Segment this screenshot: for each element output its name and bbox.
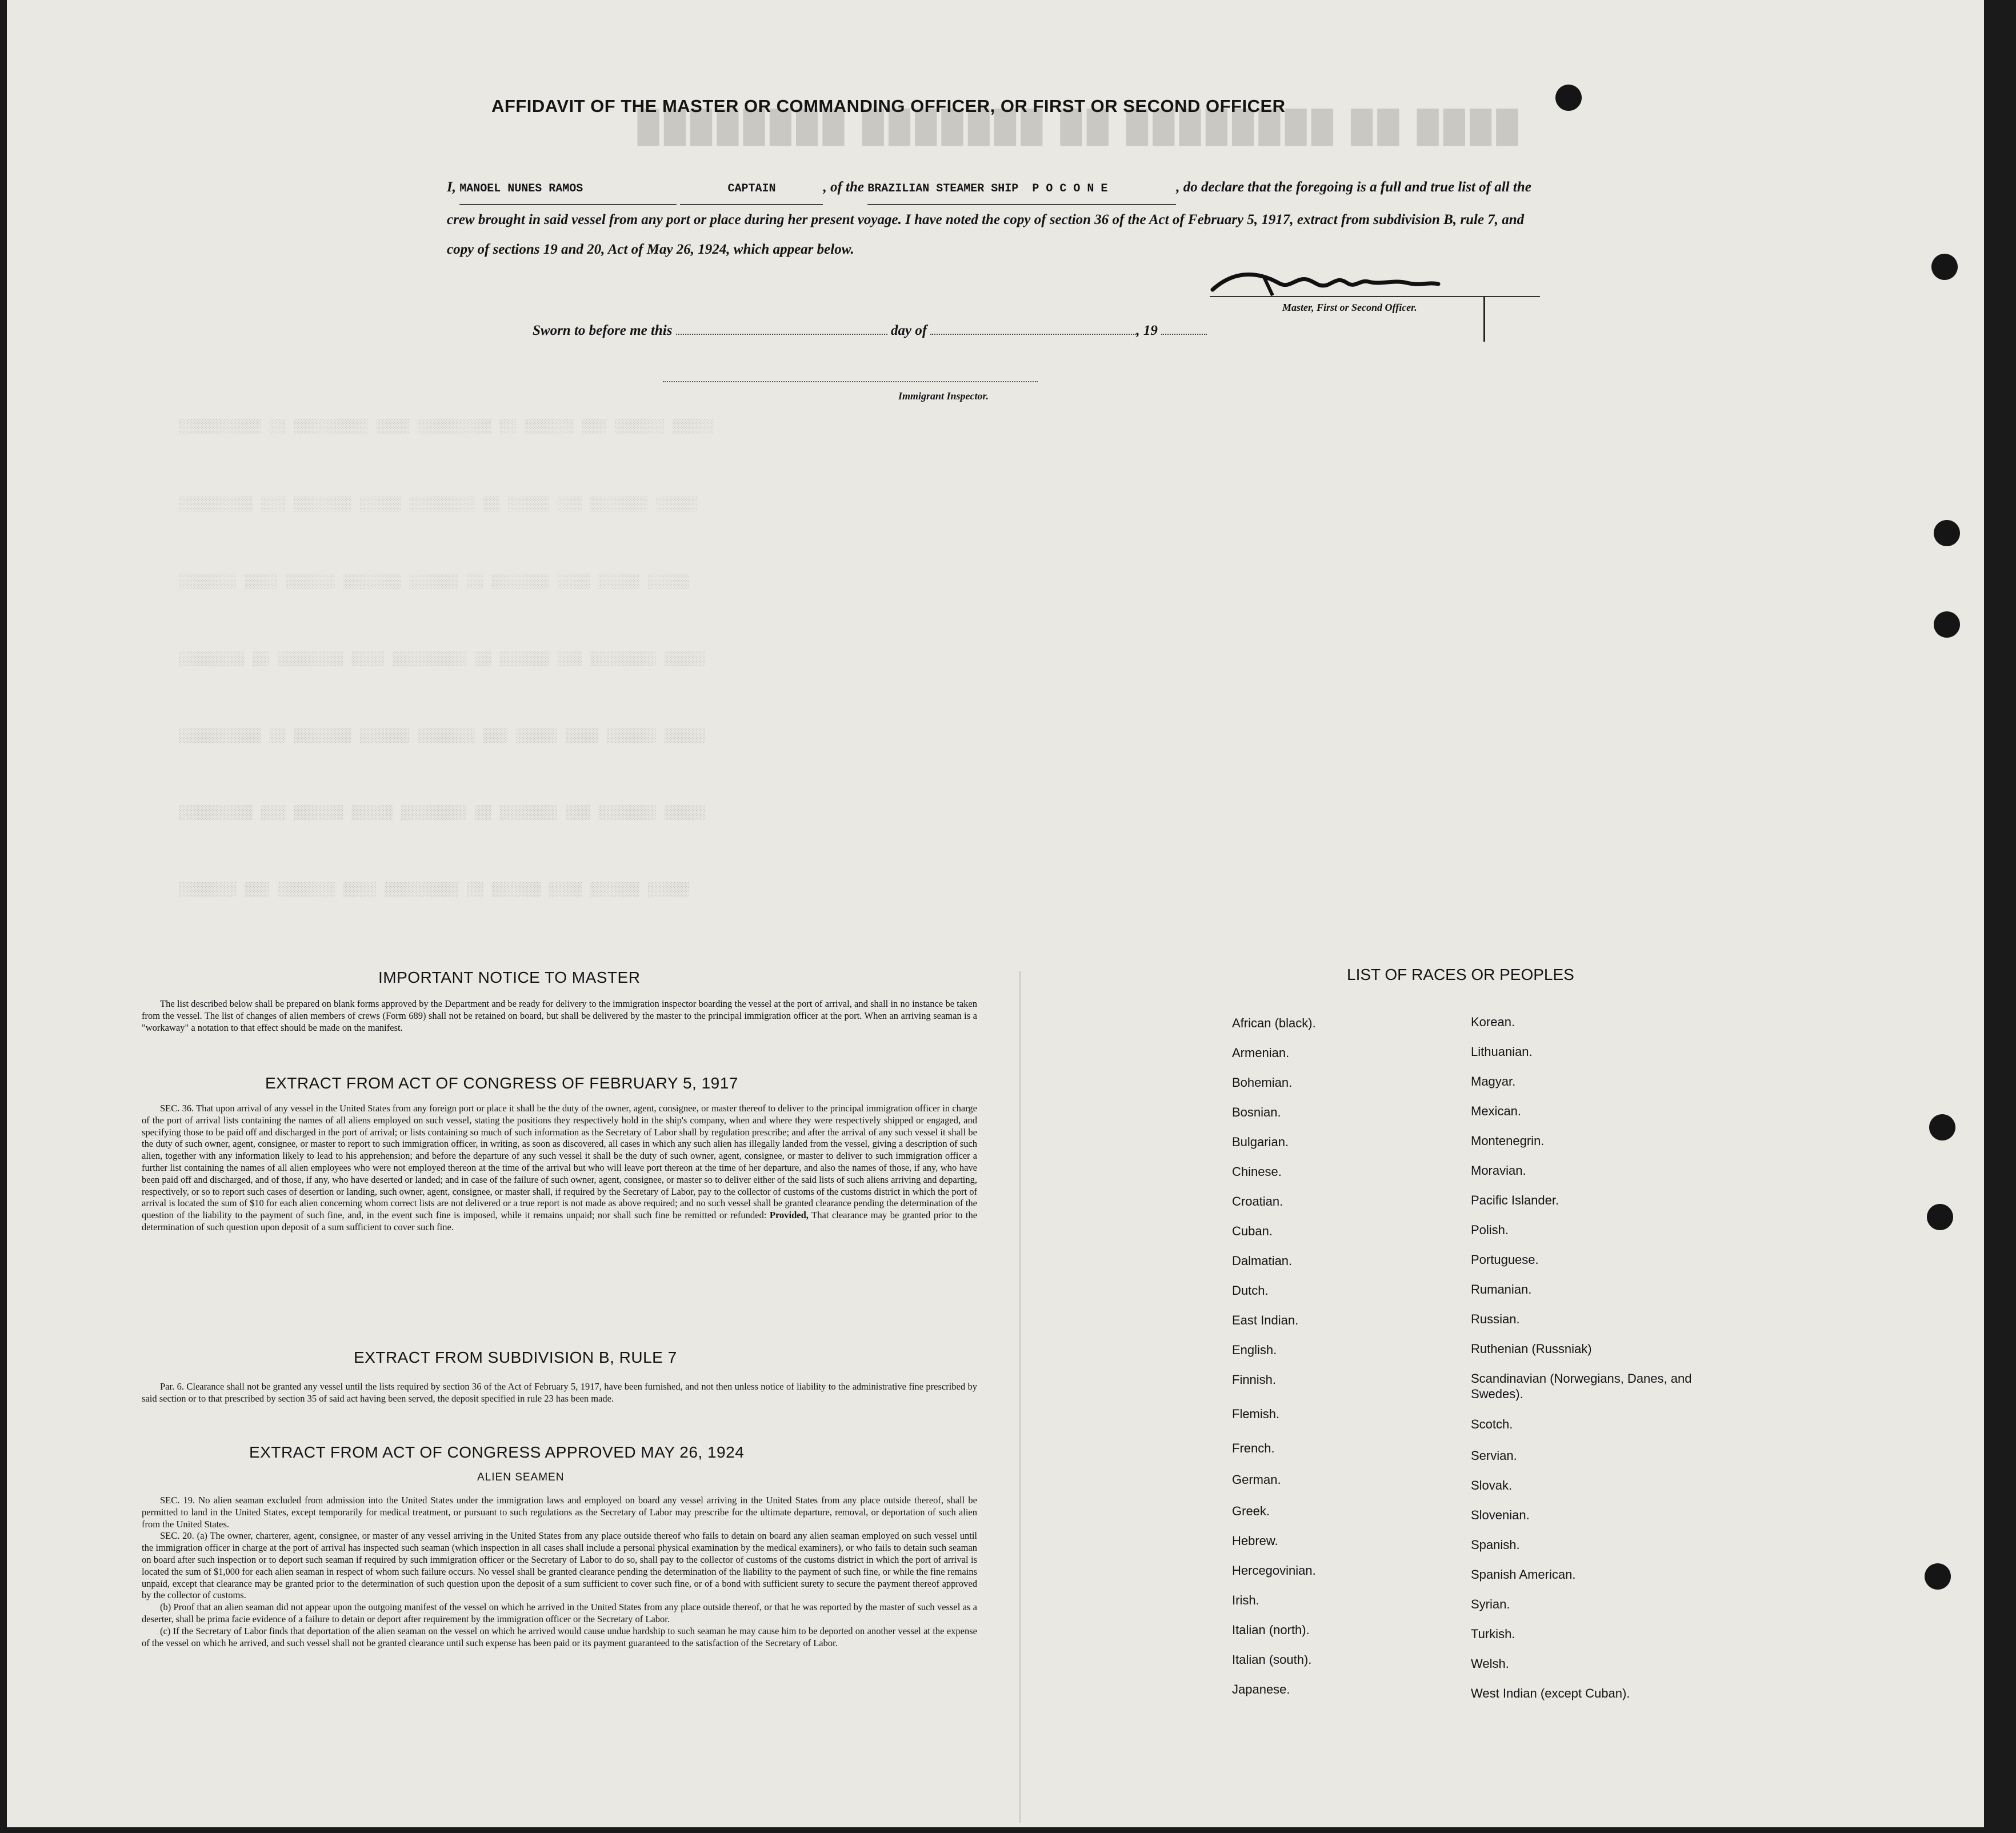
bleed-through-line: ░░░░░ ░░░░░░ ░░░ ░░░░░░ ░░ ░░░░░░░░░ ░░░░ ░░░░░░░░░ ░░ ░░░░░░░░░░ bbox=[178, 420, 714, 435]
race-item: Lithuanian. bbox=[1471, 1044, 1533, 1059]
race-item: Italian (south). bbox=[1232, 1652, 1312, 1667]
affidavit-declaration bbox=[447, 173, 1544, 265]
punch-hole bbox=[1934, 611, 1960, 638]
bleed-through-line: ░░░░░ ░░░░░░ ░░░░ ░░░░░ ░░░ ░░░░░░░ ░░░░░░ ░░░░░░░ ░░ ░░░░░░░░░░ bbox=[178, 729, 705, 744]
sworn-line bbox=[533, 323, 1207, 339]
extract-1924-title: EXTRACT FROM ACT OF CONGRESS APPROVED MAY 26, 1924 bbox=[249, 1443, 745, 1461]
document-page bbox=[7, 0, 1984, 1827]
race-item: Servian. bbox=[1471, 1448, 1517, 1463]
race-item: Moravian. bbox=[1471, 1163, 1526, 1178]
race-item: Syrian. bbox=[1471, 1597, 1510, 1611]
race-item: Portuguese. bbox=[1471, 1252, 1539, 1267]
race-item: Hercegovinian. bbox=[1232, 1563, 1316, 1578]
race-item: African (black). bbox=[1232, 1016, 1316, 1030]
race-item: East Indian. bbox=[1232, 1313, 1299, 1327]
races-title: LIST OF RACES OR PEOPLES bbox=[1347, 966, 1574, 983]
page-fold-line bbox=[1019, 971, 1021, 1823]
race-item: Slovenian. bbox=[1471, 1508, 1530, 1522]
race-item: Cuban. bbox=[1232, 1224, 1273, 1238]
sec36-text: SEC. 36. That upon arrival of any vessel in the United States from any foreign port or place it shall be the duty of the owner, agent, consignee, or master thereof to deliver to the principal immigration officer in charge of the port of arrival lists containing the names of all aliens employed on such vessel, stating the positions they respectively hold in the ship's company, when and where they were respectively shipped or engaged, and specifying those to be paid off and discharged in the port of arrival; or lists containing so much of such information as the Secretary of Labor shall by regulation prescribe; and after the arrival of any such vessel it shall be the duty of such owner, agent, consignee, or master to report to such immigration officer, in writing, as soon as discovered, all cases in which any such alien has illegally landed from the vessel, giving a description of such alien, together with any information likely to lead to his apprehension; and before the departure of any such vessel it shall be the duty of such owner, agent, consignee, or master to deliver to such immigration officer a further list containing the names of all alien employees who were not employed thereon at the time of the arrival but who will leave port thereon at the time of her departure, and also the names of those, if any, who have been paid off and discharged, and of those, if any, who have deserted or landed; and in case of the failure of such owner, agent, consignee, or master so to deliver either of the said lists of such aliens arriving and departing, respectively, or so to report such cases of desertion or landing, such owner, agent, consignee, or master shall, if required by the Secretary of Labor, pay to the collector of customs of the customs district in which the port of arrival is located the sum of $10 for each alien concerning whom correct lists are not delivered or a true report is not made as above required; and no such vessel shall be granted clearance pending the determination of the question of the liability to the payment of such fine, and, in the event such fine is imposed, while it remains unpaid; nor shall such fine be remitted or refunded: bbox=[142, 1103, 977, 1221]
bleed-through-line: ░░░░░ ░░░░░░░ ░░░ ░░░░░ ░░ ░░░░░░░░ ░░░░░ ░░░░░░░ ░░░ ░░░░░░░░░ bbox=[178, 497, 697, 513]
alien-seamen-subtitle: ALIEN SEAMEN bbox=[477, 1471, 565, 1483]
race-item: Finnish. bbox=[1232, 1372, 1277, 1387]
race-item: Welsh. bbox=[1471, 1656, 1509, 1671]
race-item: Ruthenian (Russniak) bbox=[1471, 1342, 1592, 1356]
race-item: Dalmatian. bbox=[1232, 1254, 1293, 1268]
do-declare-text: , do declare bbox=[1176, 179, 1244, 195]
affidavit-statement: that the foregoing is a full and true list of all the crew brought in said vessel from any port or place during her present voyage. I have noted the copy of section 36 of the Act of February 5, 1917, extract from subdivision B, rule 7, and copy of sections 19 and 20, Act of May 26, 1924, which appear below. bbox=[447, 179, 1531, 257]
race-item: Montenegrin. bbox=[1471, 1134, 1545, 1148]
extract-rule7-text: Par. 6. Clearance shall not be granted any vessel until the lists required by section 36 of the Act of February 5, 1917, have been furnished, and not then unless notice of liability to the administrative fine prescribed by said section or to that prescribed by section 35 of said act having been served, the deposit specified in rule 23 has been made. bbox=[142, 1381, 977, 1404]
master-name-field: MANOEL NUNES RAMOS bbox=[459, 174, 677, 205]
sec20c-text: (c) If the Secretary of Labor finds that deportation of the alien seaman on the vessel on which he arrived would cause undue hardship to such seaman he may cause him to be deported on another vessel at the expense of the vessel on which he arrived, and such vessel shall not be granted clearance until such expense has been paid or its payment guaranteed to the satisfaction of the Secretary of Labor. bbox=[142, 1625, 977, 1648]
race-item: Bulgarian. bbox=[1232, 1135, 1289, 1149]
punch-hole bbox=[1925, 1563, 1951, 1590]
race-item: Armenian. bbox=[1232, 1046, 1290, 1060]
race-item: Greek. bbox=[1232, 1504, 1270, 1518]
sec20b-text: (b) Proof that an alien seaman did not appear upon the outgoing manifest of the vessel on which he arrived in the United States from any place outside thereof, or that he was reported by the master of such vessel as a deserter, shall be prima facie evidence of a failure to detain or deport after requirement by the immigration officer or the Secretary of Labor. bbox=[142, 1602, 977, 1624]
race-item: Hebrew. bbox=[1232, 1534, 1278, 1548]
sec36-text-after: That clearance may be granted prior to the determination of such question upon deposit of a sum sufficient to cover such fine. bbox=[142, 1210, 978, 1232]
race-item: Bosnian. bbox=[1232, 1105, 1281, 1119]
sec20a-text: SEC. 20. (a) The owner, charterer, agent, consignee, or master of any vessel arriving in the United States from any place outside thereof who fails to detain on board any alien seaman employed on such vessel until the immigration officer in charge at the port of arrival has inspected such seaman (which inspection in all cases shall include a personal physical examination by the medical examiners), or who fails to detain such seaman on board after such inspection or to deport such seaman if required by such immigration officer or the Secretary of Labor to do so, shall pay to the collector of customs of the customs district in which the port of arrival is located the sum of $1,000 for each alien seaman in respect of whom such failure occurs. No vessel shall be granted clearance pending the determination of the liability to the payment of such fine, or while the fine remains unpaid, except that clearance may be granted prior to the determination of such question upon the deposit of a sum sufficient to cover such fine, or of a bond with sufficient surety to secure the payment thereof approved by the collector of customs. bbox=[142, 1530, 977, 1601]
vessel-field bbox=[867, 174, 1176, 205]
race-item: Irish. bbox=[1232, 1593, 1259, 1607]
notice-title: IMPORTANT NOTICE TO MASTER bbox=[378, 968, 641, 986]
race-item: Scotch. bbox=[1471, 1417, 1513, 1431]
race-item: Rumanian. bbox=[1471, 1282, 1532, 1296]
race-item: Mexican. bbox=[1471, 1104, 1522, 1118]
year-prefix: , 19 bbox=[1136, 323, 1158, 338]
race-item: Japanese. bbox=[1232, 1682, 1290, 1696]
extract-1924-text bbox=[142, 1495, 977, 1649]
race-item: Croatian. bbox=[1232, 1194, 1283, 1208]
bleed-through-line: ░░░░░ ░░░░░░░░ ░░░ ░░░░░░ ░░ ░░░░░░░░░ ░░░░ ░░░░░░░░ ░░ ░░░░░░░░ bbox=[178, 651, 705, 667]
sec19-text: SEC. 19. No alien seaman excluded from admission into the United States under the immigration laws and employed on board any vessel arriving in the United States from any place outside thereof, shall be permitted to land in the United States, except temporarily for medical treatment, or pursuant to such regulations as the Secretary of Labor may prescribe for the ultimate departure, removal, or deportation of such alien from the United States. bbox=[142, 1495, 977, 1530]
signature-line bbox=[1210, 296, 1540, 297]
inspector-caption: Immigrant Inspector. bbox=[898, 390, 989, 402]
master-signature-image bbox=[1210, 260, 1495, 300]
race-item: Chinese. bbox=[1232, 1164, 1282, 1179]
extract-1917-title: EXTRACT FROM ACT OF CONGRESS OF FEBRUARY 5, 1917 bbox=[265, 1074, 738, 1092]
bleed-through-line: ░░░░░ ░░░░░░ ░░░░ ░░░░░░ ░░ ░░░░░░░░░ ░░░░ ░░░░░░░ ░░░ ░░░░░░░ bbox=[178, 883, 689, 898]
master-rank-field: CAPTAIN bbox=[680, 174, 823, 205]
race-item: Italian (north). bbox=[1232, 1623, 1310, 1637]
sworn-prefix: Sworn to before me this bbox=[533, 323, 673, 338]
signature-line-tick bbox=[1483, 297, 1485, 342]
race-item: Polish. bbox=[1471, 1223, 1509, 1237]
punch-hole bbox=[1934, 520, 1960, 546]
bleed-through-line: ░░░░░ ░░░░░░░ ░░░ ░░░░░░░ ░░ ░░░░░░░░ ░░░░░ ░░░░░░ ░░░ ░░░░░░░░░ bbox=[178, 806, 705, 821]
punch-hole bbox=[1929, 1114, 1955, 1140]
notice-text: The list described below shall be prepared on blank forms approved by the Department and be ready for delivery to the immigration inspector boarding the vessel at the port of arrival, and shall in no instance be taken from the vessel. The list of changes of alien members of crews (Form 689) shall not be retained on board, but shall be delivered by the master to the principal immigration officer at the port. When an arriving seaman is a "workaway" a notation to that effect should be made on the manifest. bbox=[142, 998, 977, 1033]
race-item: Flemish. bbox=[1232, 1407, 1280, 1421]
race-item: Dutch. bbox=[1232, 1283, 1269, 1298]
race-item: Spanish American. bbox=[1471, 1567, 1576, 1582]
punch-hole bbox=[1931, 254, 1958, 280]
race-item: Korean. bbox=[1471, 1015, 1515, 1029]
proviso-label: Provided, bbox=[769, 1210, 809, 1221]
bleed-through-line: ░░░░░ ░░░░░ ░░░░ ░░░░░░░ ░░ ░░░░░░ ░░░░░░░ ░░░░░░ ░░░░ ░░░░░░░ bbox=[178, 574, 689, 590]
race-item: German. bbox=[1232, 1472, 1281, 1487]
race-item: Pacific Islander. bbox=[1471, 1193, 1559, 1207]
signature-caption: Master, First or Second Officer. bbox=[1282, 302, 1417, 313]
sworn-year-blank bbox=[1161, 334, 1207, 335]
race-item: Magyar. bbox=[1471, 1074, 1516, 1088]
race-item: English. bbox=[1232, 1343, 1277, 1357]
punch-hole bbox=[1555, 85, 1582, 111]
extract-rule7-title: EXTRACT FROM SUBDIVISION B, RULE 7 bbox=[354, 1348, 677, 1366]
race-item: West Indian (except Cuban). bbox=[1471, 1686, 1630, 1700]
race-item: Turkish. bbox=[1471, 1627, 1515, 1641]
race-item: French. bbox=[1232, 1441, 1275, 1455]
day-of-text: day of bbox=[890, 323, 927, 338]
of-the-text: , of the bbox=[823, 179, 865, 195]
vessel-name: P O C O N E bbox=[1032, 182, 1108, 195]
extract-1917-text bbox=[142, 1103, 977, 1234]
race-item: Bohemian. bbox=[1232, 1075, 1293, 1090]
sworn-day-blank bbox=[676, 334, 887, 335]
race-item: Scandinavian (Norwegians, Danes, and Swedes). bbox=[1471, 1371, 1692, 1401]
punch-hole bbox=[1927, 1204, 1953, 1230]
race-item: Spanish. bbox=[1471, 1538, 1520, 1552]
affidavit-pronoun: I, bbox=[447, 179, 456, 195]
affidavit-title: AFFIDAVIT OF THE MASTER OR COMMANDING OFFICER, OR FIRST OR SECOND OFFICER bbox=[491, 96, 1286, 116]
inspector-signature-line bbox=[663, 381, 1038, 382]
race-item: Russian. bbox=[1471, 1312, 1520, 1326]
race-item: Slovak. bbox=[1471, 1478, 1513, 1492]
vessel-type: BRAZILIAN STEAMER SHIP bbox=[867, 182, 1019, 195]
bleed-through-decoration: ████ ██ ████████ ██ ███████ ████████ bbox=[633, 109, 1518, 143]
sworn-month-blank bbox=[930, 334, 1136, 335]
